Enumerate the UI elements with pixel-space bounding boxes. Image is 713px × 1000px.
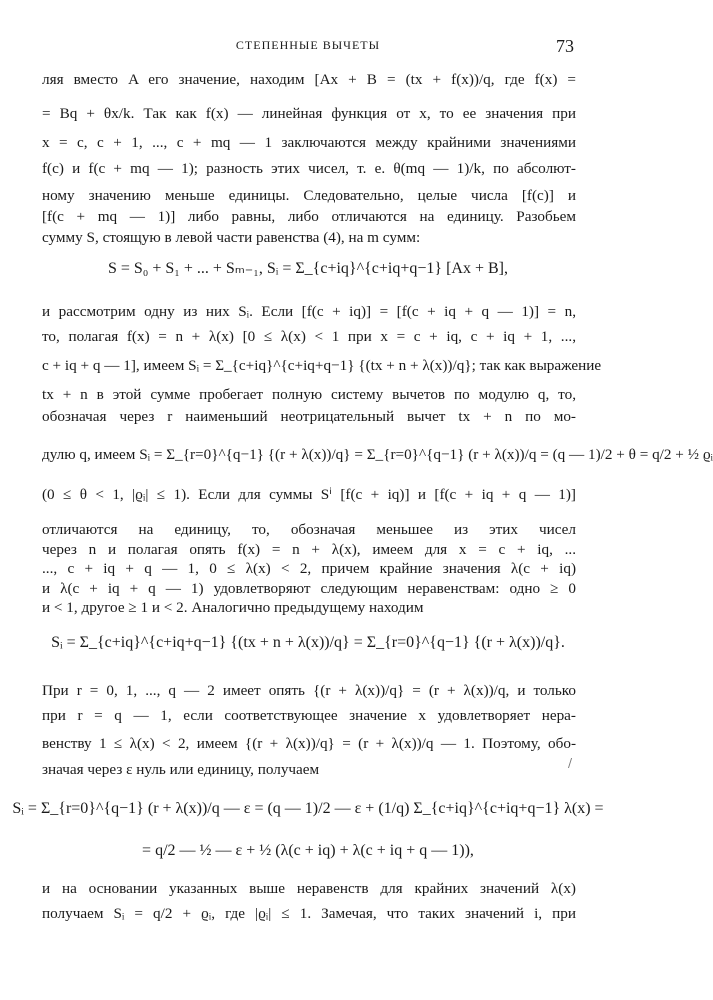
text-line: tx + n в этой сумме пробегает полную систему вычетов по модулю q, то, — [42, 386, 576, 403]
display-equation: = q/2 — ½ — ε + ½ (λ(c + iq) + λ(c + iq + q — 1)), — [142, 842, 474, 859]
text-line: ..., c + iq + q — 1, 0 ≤ λ(x) < 2, причем крайние значения λ(c + iq) — [42, 560, 577, 577]
text-line: f(c) и f(c + mq — 1); разность этих чисел, т. е. θ(mq — 1)/k, по абсолют- — [42, 160, 576, 177]
text-line: При r = 0, 1, ..., q — 2 имеет опять {(r + λ(x))/q} = (r + λ(x))/q, и только — [42, 682, 576, 699]
text-line: венству 1 ≤ λ(x) < 2, имеем {(r + λ(x))/q} = (r + λ(x))/q — 1. Поэтому, обо- — [42, 735, 576, 752]
text-line: через n и полагая опять f(x) = n + λ(x), имеем для x = c + iq, ... — [42, 541, 576, 558]
text-line: сумму S, стоящую в левой части равенства (4), на m сумм: — [42, 229, 421, 246]
text-line: обозначая через r наименьший неотрицательный вычет tx + n по мо- — [42, 408, 576, 425]
text-line: отличаются на единицу, то, обозначая меньшее из этих чисел — [42, 521, 576, 538]
text-line: (0 ≤ θ < 1, |ϱᵢ| ≤ 1). Если для суммы Sⁱ [f(c + iq)] и [f(c + iq + q — 1)] — [42, 486, 576, 503]
text-line: и < 1, другое ≥ 1 и < 2. Аналогично предыдущему находим — [42, 599, 424, 616]
text-line: получаем Sᵢ = q/2 + ϱᵢ, где |ϱᵢ| ≤ 1. Замечая, что таких значений i, при — [42, 905, 576, 922]
text-line: c + iq + q — 1], имеем Sᵢ = Σ_{c+iq}^{c+iq+q−1} {(tx + n + λ(x))/q}; так как выражение — [42, 357, 602, 374]
text-line: x = c, c + 1, ..., c + mq — 1 заключаются между крайними значениями — [42, 134, 576, 151]
text-line: то, полагая f(x) = n + λ(x) [0 ≤ λ(x) < 1 при x = c + iq, c + iq + 1, ..., — [42, 328, 576, 345]
running-header — [0, 36, 616, 60]
text-line: ному значению меньше единицы. Следовательно, целые числа [f(c)] и — [42, 187, 576, 204]
text-line: и рассмотрим одну из них Sᵢ. Если [f(c + iq)] = [f(c + iq + q — 1)] = n, — [42, 303, 576, 320]
text-line: и λ(c + iq + q — 1) удовлетворяют следующим неравенствам: одно ≥ 0 — [42, 580, 576, 597]
text-line: значая через ε нуль или единицу, получаем — [42, 761, 320, 778]
text-line: ляя вместо A его значение, находим [Ax + B = (tx + f(x))/q, где f(x) = — [42, 71, 576, 88]
display-equation: S = S₀ + S₁ + ... + Sₘ₋₁, Sᵢ = Σ_{c+iq}^{c+iq+q−1} [Ax + B], — [107, 260, 508, 277]
display-equation: Sᵢ = Σ_{r=0}^{q−1} (r + λ(x))/q — ε = (q — 1)/2 — ε + (1/q) Σ_{c+iq}^{c+iq+q−1} λ(x) = — [12, 800, 604, 817]
text-line: дулю q, имеем Sᵢ = Σ_{r=0}^{q−1} {(r + λ(x))/q} = Σ_{r=0}^{q−1} (r + λ(x))/q = (q — 1)/2 + θ = q/2 + ½ ϱᵢ — [42, 446, 713, 463]
running-title: СТЕПЕННЫЕ ВЫЧЕТЫ — [235, 38, 381, 52]
page-number: 73 — [556, 36, 574, 56]
margin-mark: / — [567, 756, 572, 770]
text-line: [f(c + mq — 1)] либо равны, либо отличаются на единицу. Разобьем — [42, 208, 576, 225]
text-line: = Bq + θx/k. Так как f(x) — линейная функция от x, то ее значения при — [42, 105, 576, 122]
display-equation: Sᵢ = Σ_{c+iq}^{c+iq+q−1} {(tx + n + λ(x))/q} = Σ_{r=0}^{q−1} {(r + λ(x))/q}. — [51, 634, 565, 651]
text-line: и на основании указанных выше неравенств для крайних значений λ(x) — [42, 880, 576, 897]
text-line: при r = q — 1, если соответствующее значение x удовлетворяет нера- — [42, 707, 576, 724]
